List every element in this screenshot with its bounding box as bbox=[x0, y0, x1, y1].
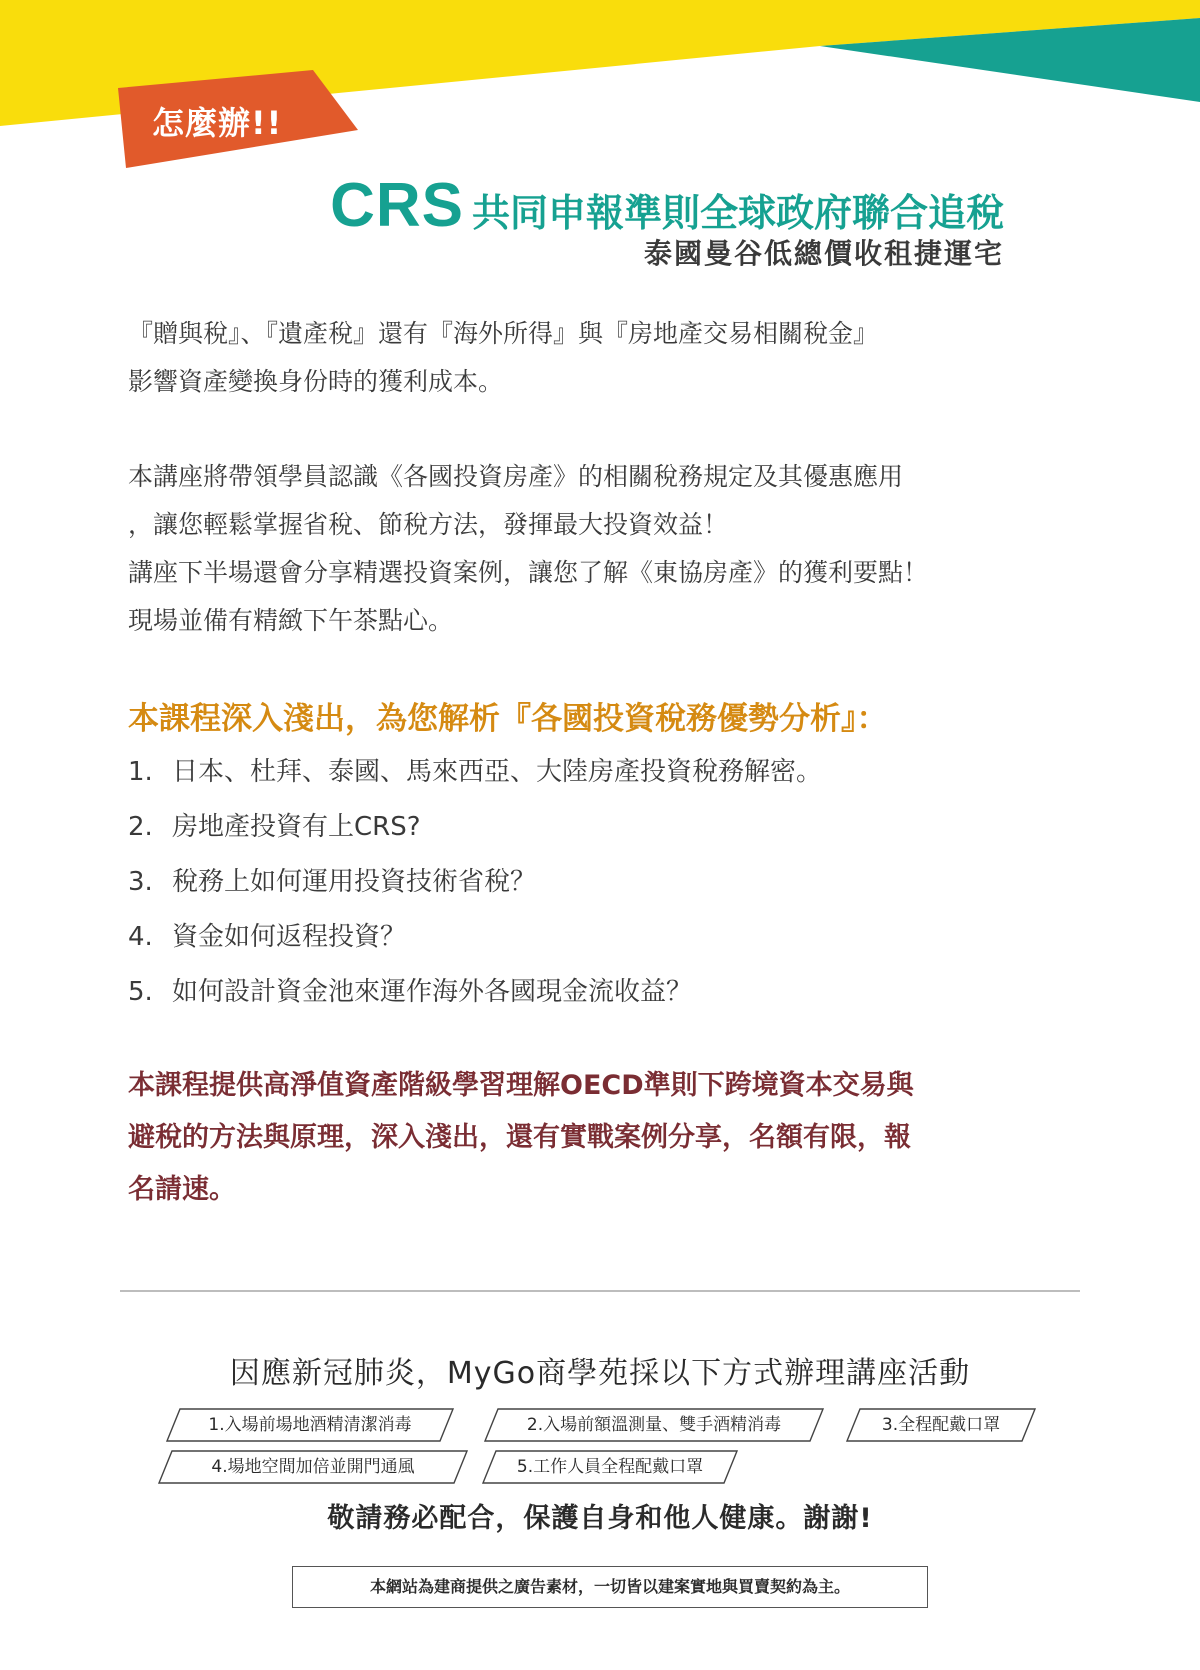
list-item-number: 5. bbox=[128, 977, 153, 1007]
intro-line: 『贈與稅』、『遺產稅』還有『海外所得』與『房地產交易相關稅金』 bbox=[128, 319, 879, 348]
covid-title: 因應新冠肺炎，MyGo商學苑採以下方式辦理講座活動 bbox=[229, 1356, 971, 1391]
topic-list bbox=[128, 748, 822, 1023]
measure-badge-label: 5.工作人員全程配戴口罩 bbox=[516, 1457, 704, 1477]
measure-badge-label: 4.場地空間加倍並開門通風 bbox=[211, 1457, 415, 1477]
intro-line: 影響資產變換身份時的獲利成本。 bbox=[128, 367, 504, 396]
list-item-text: 日本、杜拜、泰國、馬來西亞、大陸房產投資稅務解密。 bbox=[172, 757, 823, 787]
list-item bbox=[128, 803, 822, 858]
measure-badge bbox=[166, 1408, 454, 1442]
measure-badge-label: 2.入場前額溫測量、雙手酒精消毒 bbox=[526, 1415, 782, 1435]
section-heading: 本課程深入淺出，為您解析『各國投資稅務優勢分析』： bbox=[128, 701, 888, 737]
divider bbox=[120, 1290, 1080, 1292]
promo-line: 本課程提供高淨值資產階級學習理解OECD準則下跨境資本交易與 bbox=[128, 1070, 914, 1101]
intro-paragraph bbox=[128, 310, 1088, 406]
measure-badge-label: 1.入場前場地酒精清潔消毒 bbox=[208, 1415, 412, 1435]
thanks-text: 敬請務必配合，保護自身和他人健康。謝謝! bbox=[327, 1503, 873, 1534]
measure-badge-label: 3.全程配戴口罩 bbox=[881, 1415, 1001, 1435]
promo-line: 名請速。 bbox=[128, 1174, 236, 1205]
list-item-number: 4. bbox=[128, 922, 153, 952]
measure-badge bbox=[158, 1450, 468, 1484]
list-item-text: 資金如何返程投資？ bbox=[172, 922, 407, 952]
list-item bbox=[128, 968, 822, 1023]
title-text: 共同申報準則全球政府聯合追稅 bbox=[471, 191, 1004, 235]
list-item-number: 3. bbox=[128, 867, 153, 897]
list-item-text: 房地產投資有上CRS? bbox=[172, 812, 421, 842]
description-line: 講座下半場還會分享精選投資案例，讓您了解《東協房產》的獲利要點！ bbox=[128, 558, 929, 587]
list-item bbox=[128, 913, 822, 968]
list-item-number: 1. bbox=[128, 757, 153, 787]
list-item-text: 如何設計資金池來運作海外各國現金流收益？ bbox=[172, 977, 693, 1007]
page-title bbox=[330, 170, 1004, 241]
description-line: 本講座將帶領學員認識《各國投資房產》的相關稅務規定及其優惠應用 bbox=[128, 462, 904, 491]
disclaimer: 本網站為建商提供之廣告素材，一切皆以建案實地與買賣契約為主。 bbox=[292, 1566, 928, 1608]
alert-tag bbox=[118, 70, 370, 180]
page-subtitle: 泰國曼谷低總價收租捷運宅 bbox=[643, 237, 1004, 270]
description-line: ，讓您輕鬆掌握省稅、節稅方法，發揮最大投資效益！ bbox=[128, 510, 729, 539]
promo-line: 避稅的方法與原理，深入淺出，還有實戰案例分享，名額有限，報 bbox=[128, 1122, 911, 1153]
measure-badge bbox=[484, 1408, 824, 1442]
measure-badge bbox=[846, 1408, 1036, 1442]
promo-paragraph bbox=[128, 1060, 914, 1216]
list-item-number: 2. bbox=[128, 812, 153, 842]
description-paragraph bbox=[128, 453, 1088, 645]
description-line: 現場並備有精緻下午茶點心。 bbox=[128, 606, 454, 635]
list-item bbox=[128, 748, 822, 803]
list-item-text: 稅務上如何運用投資技術省稅？ bbox=[172, 867, 537, 897]
title-crs: CRS bbox=[330, 171, 464, 240]
list-item bbox=[128, 858, 822, 913]
measure-badge bbox=[482, 1450, 738, 1484]
tag-label: 怎麼辦!! bbox=[152, 104, 283, 142]
